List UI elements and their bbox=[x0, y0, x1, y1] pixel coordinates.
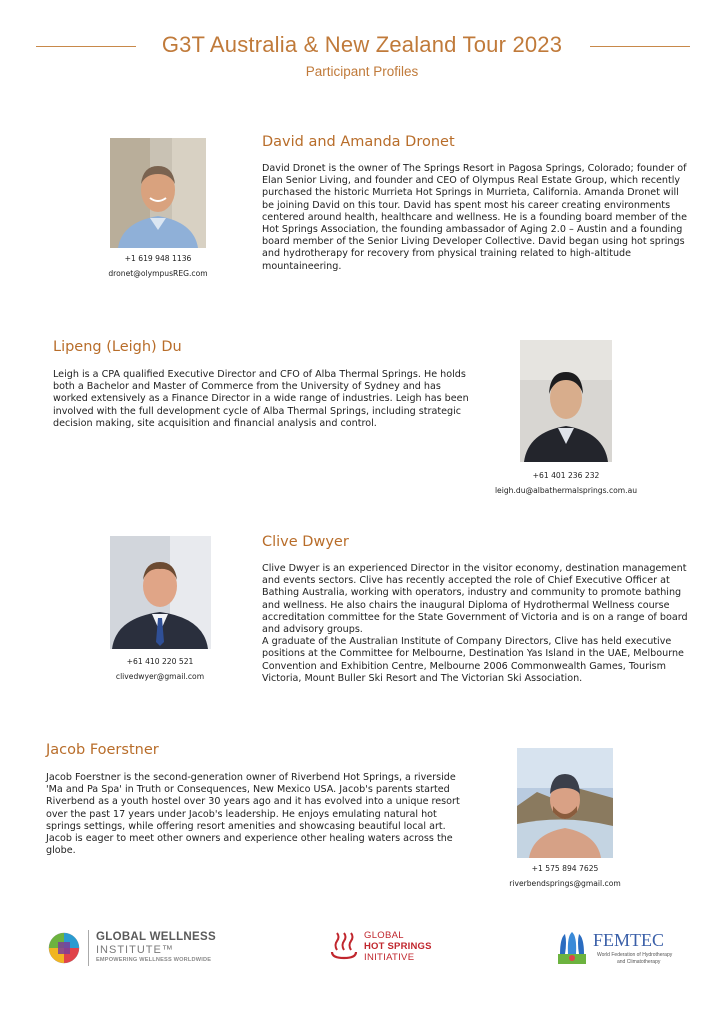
gwi-logo bbox=[48, 930, 238, 966]
profile-photo-foerstner bbox=[517, 748, 613, 858]
femtec-desc-line2: and Climatotherapy bbox=[617, 959, 661, 965]
femtec-emblem-icon bbox=[557, 930, 587, 966]
profile-photo-du bbox=[520, 340, 612, 462]
phone-number: +1 619 948 1136 bbox=[124, 254, 192, 263]
page-subtitle: Participant Profiles bbox=[305, 64, 419, 79]
ghsi-logo bbox=[328, 926, 438, 970]
ghsi-name-line3: INITIATIVE bbox=[364, 952, 415, 963]
gwi-divider bbox=[88, 930, 89, 966]
profile-photo-dronet bbox=[110, 138, 206, 248]
email-address: riverbendsprings@gmail.com bbox=[509, 879, 621, 888]
profile-name: David and Amanda Dronet bbox=[262, 134, 455, 150]
gwi-name-line2: INSTITUTE™ bbox=[96, 944, 174, 956]
email-address: dronet@olympusREG.com bbox=[108, 269, 208, 278]
femtec-name: FEMTEC bbox=[593, 930, 665, 950]
profile-name: Clive Dwyer bbox=[262, 534, 349, 550]
email-address: leigh.du@albathermalsprings.com.au bbox=[494, 486, 638, 495]
ghsi-name-line2: HOT SPRINGS bbox=[364, 941, 432, 952]
contact-block-du bbox=[480, 468, 652, 498]
contact-block-dwyer bbox=[90, 654, 230, 684]
email-address: clivedwyer@gmail.com bbox=[115, 672, 205, 681]
profile-bio: Leigh is a CPA qualified Executive Director and CFO of Alba Thermal Springs. He holds both a Bachelor and Master of Commerce from the University of Sydney and has worked extensively as a Finance Director in a wide range of industries. Leigh has been involved with the full development cycle of Alba Thermal Springs, including strategic decision making, site acquisition and financial analysis and control. bbox=[53, 369, 469, 429]
page-title: G3T Australia & New Zealand Tour 2023 bbox=[161, 32, 563, 57]
profile-name: Lipeng (Leigh) Du bbox=[53, 339, 182, 355]
contact-block-foerstner bbox=[495, 861, 635, 891]
profile-name: Jacob Foerstner bbox=[46, 742, 159, 758]
phone-number: +61 401 236 232 bbox=[532, 471, 600, 480]
phone-number: +1 575 894 7625 bbox=[531, 864, 599, 873]
gwi-name-line1: GLOBAL WELLNESS bbox=[96, 931, 216, 943]
femtec-logo bbox=[557, 928, 687, 970]
hot-springs-icon bbox=[328, 930, 360, 960]
contact-block-dronet bbox=[90, 251, 226, 281]
profile-bio: David Dronet is the owner of The Springs Resort in Pagosa Springs, Colorado; founder of Elan Senior Living, and founder and CEO of Olympus Real Estate Group, which recently purchased the historic Murrieta Hot Springs in Murrieta, California. Amanda Dronet will be joining David on this tour. David has spent most his career creating environments centered around health, healthcare and wellness. He is a founding board member of the Hot Springs Association, the founding ambassador of Aging 2.0 – Austin and a founding board member of the Senior Living Developer Collective. David began using hot springs and hydrotherapy for recovery from physical training related to high-altitude mountaineering. bbox=[262, 163, 687, 272]
ghsi-name-line1: GLOBAL bbox=[364, 930, 404, 941]
femtec-desc-line1: World Federation of Hydrotherapy bbox=[597, 952, 673, 958]
profile-bio: Clive Dwyer is an experienced Director in the visitor economy, destination management and events sectors. Clive has recently accepted the role of Chief Executive Officer at Bathing Australia, working with operators, industry and community to promote bathing and wellness. He also chairs the inaugural Diploma of Hydrothermal Wellness course accreditation committee for the State Government of Victoria and is on a range of board and advisory groups. A graduate of the Australian Institute of Company Directors, Clive has held executive positions at the Committee for Melbourne, Destination Yas Island in the UAE, Melbourne Convention and Exhibition Centre, Melbourne 2006 Commonwealth Games, Tourism Victoria, Mount Buller Ski Resort and The Victorian Ski Association. bbox=[262, 563, 688, 684]
gwi-tagline: EMPOWERING WELLNESS WORLDWIDE bbox=[96, 957, 212, 963]
profile-bio: Jacob Foerstner is the second-generation owner of Riverbend Hot Springs, a riverside 'Ma and Pa Spa' in Truth or Consequences, New Mexico USA. Jacob's parents started Riverbend as a youth hostel over 30 years ago and it has evolved into a unique resort over the past 17 years under Jacob's leadership. He enjoys emulating natural hot springs settings, while offering resort amenities and showcasing beautiful local art. Jacob is eager to meet other owners and experience other healing waters across the globe. bbox=[46, 772, 460, 857]
phone-number: +61 410 220 521 bbox=[126, 657, 194, 666]
gwi-emblem-icon bbox=[48, 932, 80, 964]
profile-photo-dwyer bbox=[110, 536, 211, 649]
